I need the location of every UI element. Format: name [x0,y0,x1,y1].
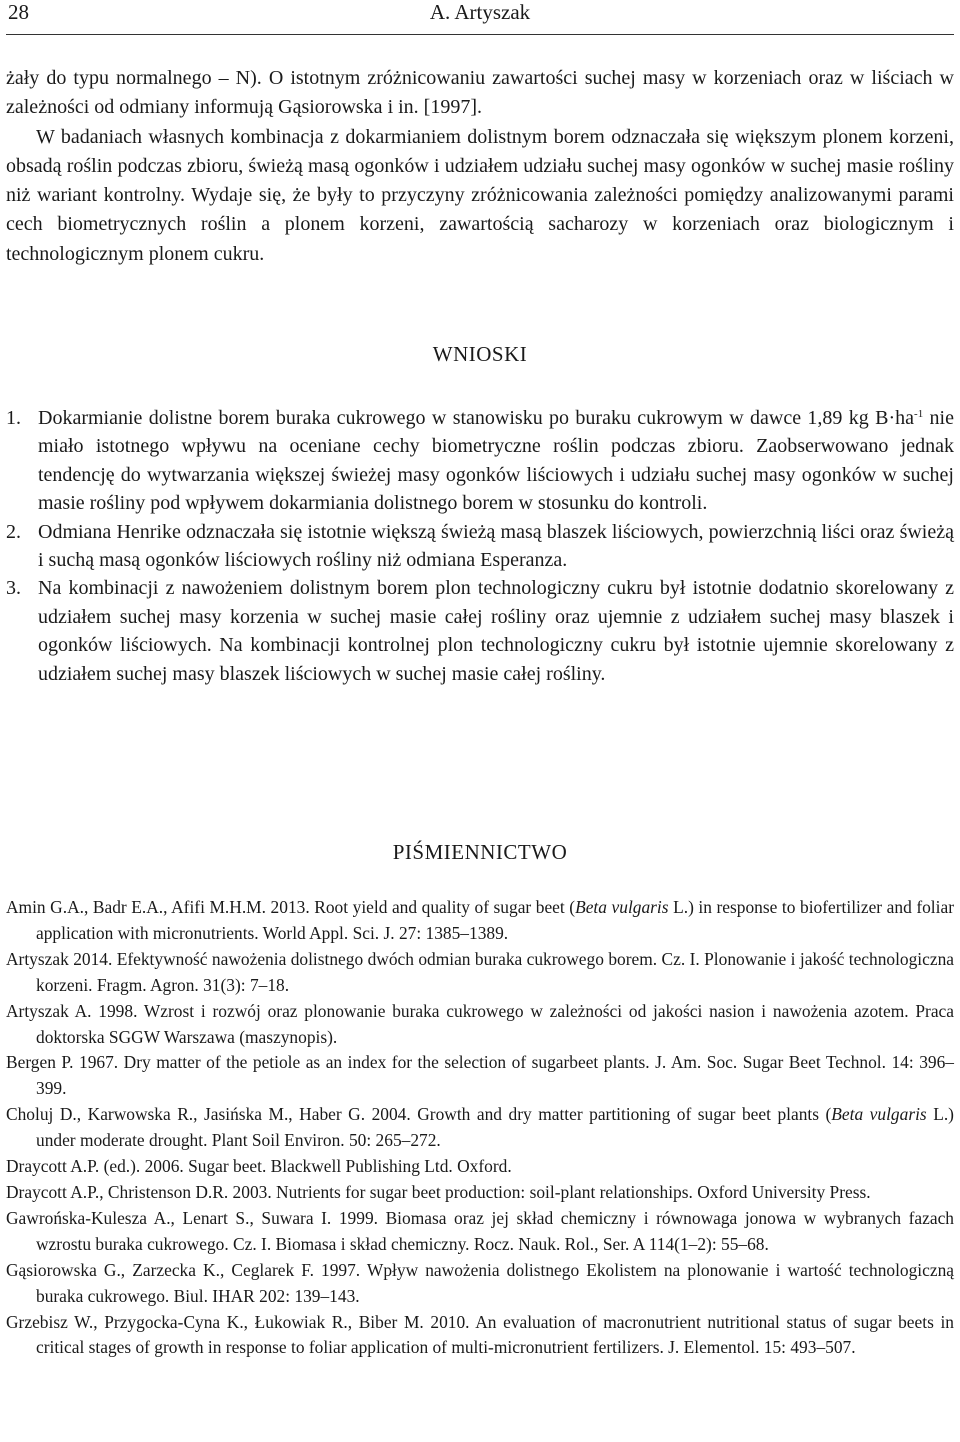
page-number: 28 [8,0,29,24]
running-head: A. Artyszak [429,0,531,24]
reference-text: Grzebisz W., Przygocka-Cyna K., Łukowiak R., Biber M. 2010. An evaluation of macronutrient nutritional status of sugar beets in critical stages of growth in response to foliar application of multi-micronutrient fertilizers. J. Elementol. 15: 493–507. [6,1311,954,1358]
page-header [8,0,952,30]
conclusion-number: 3. [6,577,21,600]
body-text [6,64,954,269]
conclusions-list [6,404,954,688]
conclusion-text: Dokarmianie dolistne borem buraka cukrowego w stanowisku po buraku cukrowym w dawce 1,89 kg B·ha [38,407,915,429]
reference-text: Artyszak 2014. Efektywność nawożenia dolistnego dwóch odmian buraka cukrowego borem. Cz. I. Plonowanie i jakość technologiczna korzeni. Fragm. Agron. 31(3): 7–18. [6,948,954,995]
conclusion-item [6,404,954,518]
reference-text: L.) under moderate drought. Plant Soil Environ. 50: 265–272. [36,1104,954,1151]
conclusion-item [6,574,954,688]
reference-text: Gąsiorowska G., Zarzecka K., Ceglarek F. 1997. Wpływ nawożenia dolistnego Ekolistem na plonowanie i wartość technologiczną buraka cukrowego. Biul. IHAR 202: 139–143. [6,1259,954,1306]
conclusion-item [6,518,954,575]
body-paragraph: W badaniach własnych kombinacja z dokarmianiem dolistnym borem odznaczała się większym plonem korzeni, obsadą roślin podczas zbioru, świeżą masą ogonków i udziałem udziału suchej masy ogonków w suchej masie rośliny niż wariant kontrolny. Wydaje się, że były to przyczyny zróżnicowania zależności pomiędzy analizowanymi parami cech biometrycznych roślin a plonem korzeni, zawartością sacharozy w korzeniach oraz biologicznym i technologicznym plonem cukru. [6,125,954,265]
reference-item [6,1050,954,1102]
references-heading: PIŚMIENNICTWO [392,840,568,864]
reference-text: Amin G.A., Badr E.A., Afifi M.H.M. 2013. Root yield and quality of sugar beet ( [6,897,576,917]
header-rule [6,34,954,35]
conclusion-text: Odmiana Henrike odznaczała się istotnie większą świeżą masą blaszek liściowych, powierzchnią liści oraz świeżą i suchą masą ogonków liściowych rośliny niż odmiana Esperanza. [38,520,954,572]
reference-item [6,947,954,999]
reference-item [6,1102,954,1154]
conclusions-heading: WNIOSKI [432,342,528,366]
body-paragraph: żały do typu normalnego – N). O istotnym zróżnicowaniu zawartości suchej masy w korzeniach oraz w liściach w zależności od odmiany informują Gąsiorowska i in. [1997]. [6,67,954,119]
reference-text: Draycott A.P. (ed.). 2006. Sugar beet. Blackwell Publishing Ltd. Oxford. [6,1156,512,1177]
reference-item [6,1310,954,1362]
reference-item [6,999,954,1051]
species-name: Beta vulgaris [831,1104,927,1125]
species-name: Beta vulgaris [575,897,669,917]
reference-item [6,1206,954,1258]
reference-list [6,895,954,1361]
conclusion-number: 1. [6,407,21,429]
reference-item [6,895,954,947]
reference-text: L.) in response to biofertilizer and foliar application with micronutrients. World Appl. Sci. J. 27: 1385–1389. [36,897,954,943]
reference-item [6,1154,954,1180]
conclusion-text: nie miało istotnego wpływu na oceniane cechy biometryczne roślin podczas zbioru. Zaobserwowano jednak tendencję do wytwarzania większej świeżej masy ogonków liściowych i udziału suchej masy ogonków w suchej masie rośliny pod wpływem dokarmiania dolistnego borem w stosunku do kontroli. [38,407,954,515]
reference-text: Bergen P. 1967. Dry matter of the petiole as an index for the selection of sugarbeet plants. J. Am. Soc. Sugar Beet Technol. 14: 396–399. [6,1052,954,1099]
conclusion-text: Na kombinacji z nawożeniem dolistnym borem plon technologiczny cukru był istotnie dodatnio skorelowany z udziałem suchej masy korzenia w suchej masie całej rośliny oraz ujemnie z udziałem suchej masy blaszek i ogonków liściowych. Na kombinacji kontrolnej plon technologiczny cukru był istotnie ujemnie skorelowany z udziałem suchej masy blaszek liściowych w suchej masie całej rośliny. [38,577,954,685]
reference-item [6,1180,954,1206]
reference-text: Artyszak A. 1998. Wzrost i rozwój oraz plonowanie buraka cukrowego w zależności od jakości nasion i nawożenia azotem. Praca doktorska SGGW Warszawa (maszynopis). [6,1000,954,1047]
reference-text: Draycott A.P., Christenson D.R. 2003. Nutrients for sugar beet production: soil-plant relationships. Oxford University Press. [6,1181,871,1202]
conclusion-number: 2. [6,520,21,543]
superscript: -1 [914,408,924,420]
reference-text: Gawrońska-Kulesza A., Lenart S., Suwara I. 1999. Biomasa oraz jej skład chemiczny i równowaga jonowa w wybranych fazach wzrostu buraka cukrowego. Cz. I. Biomasa i skład chemiczny. Rocz. Nauk. Rol., Ser. A 114(1–2): 55–68. [6,1207,954,1254]
reference-text: Choluj D., Karwowska R., Jasińska M., Haber G. 2004. Growth and dry matter partitioning of sugar beet plants ( [6,1104,832,1125]
reference-item [6,1258,954,1310]
